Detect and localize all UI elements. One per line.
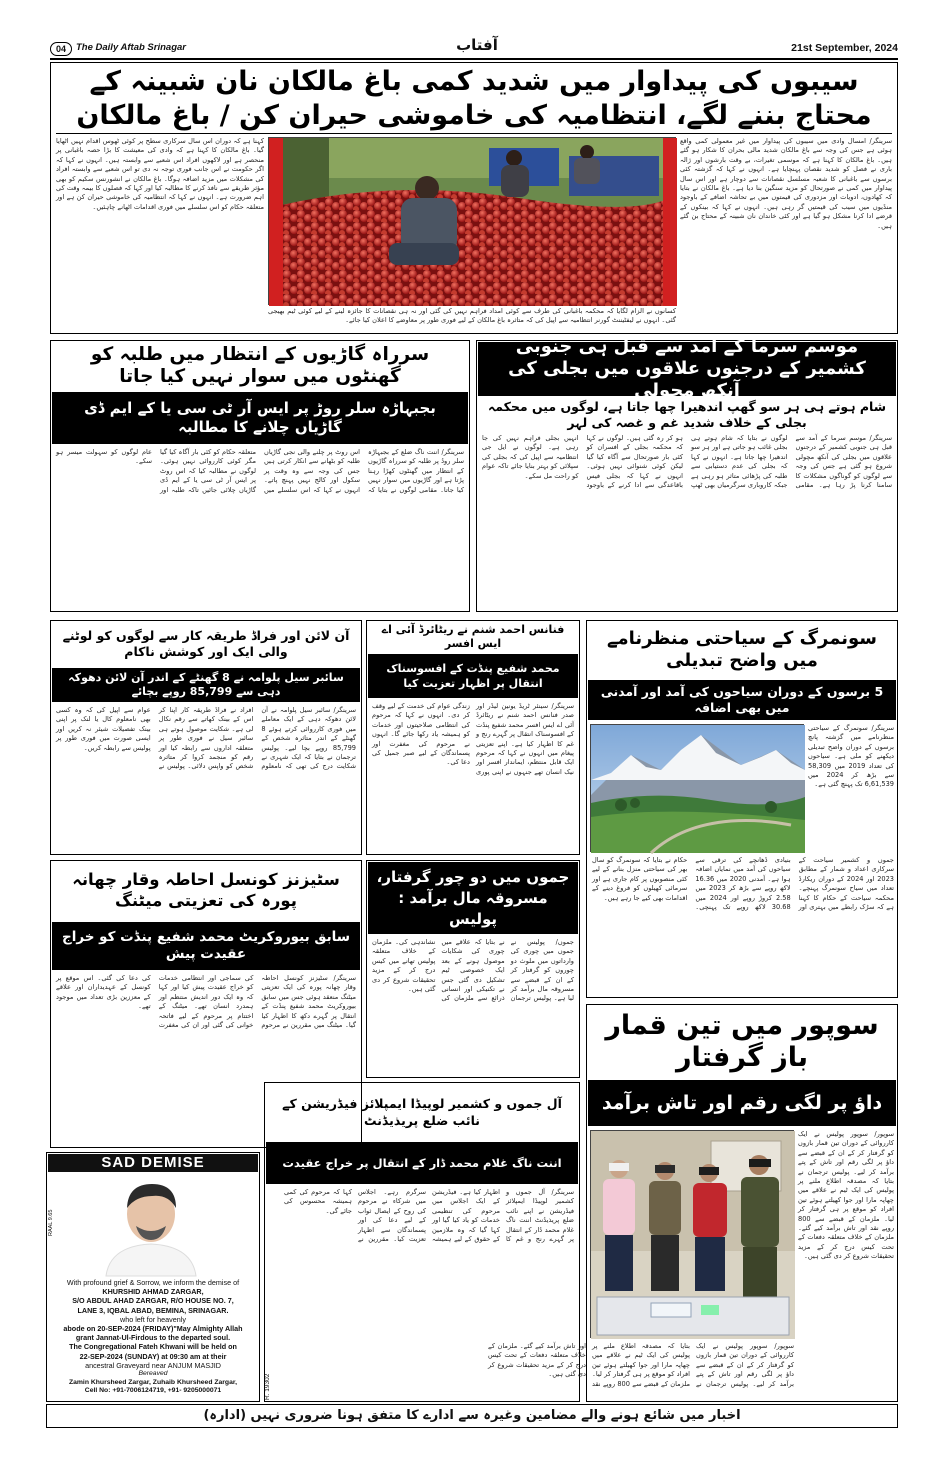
bereaved-names: Zamin Khursheed Zargar, Zuhaib Khursheed Zargar, <box>68 1378 238 1386</box>
lead-col-mid: کسانوں نے الزام لگایا کہ محکمہ باغبانی کی طرف سے کوئی امداد فراہم نہیں کی گئی اور نہ ہی نقصانات کا جائزہ لینے کے لیے کوئی ٹیم بھیجی گئی۔ انہوں نے لیفٹیننٹ گورنر انتظامیہ سے اپیل کی کہ متاثرہ باغ مالکان کے لیے فوری طور پر معاوضے کا اعلان کیا جائے۔ <box>268 307 676 325</box>
bereaved-label: Bereaved <box>138 1370 168 1377</box>
cyber-subheadline: سائبر سیل پلوامہ نے 8 گھنٹے کے اندر آن لائن دھوکہ دہی سے 85,799 روپے بچائے <box>52 668 360 702</box>
electricity-subheadline: شام ہوتے ہی ہر سو گھپ اندھیرا چھا جاتا ہے، لوگوں میں محکمہ بجلی کے خلاف شدید غم و غصہ کی لہر <box>487 399 887 430</box>
sonamarg-body-bottom: جموں و کشمیر سیاحت کے سرکاری اعداد و شمار کے مطابق 2023 اور 2024 کے دوران ریکارڈ تعداد میں سیاح سونمرگ پہنچے۔ محکمہ سیاحت کے حکام کا کہنا ہے کہ سڑک رابطے میں بہتری اور بنیادی ڈھانچے کی ترقی سے سیاحوں کی آمد میں نمایاں اضافہ ہوا ہے۔ آمدنی 2020 میں 16.36 لاکھ روپے سے بڑھ کر 2023 میں 2.58 کروڑ روپے اور 2024 میں 30.68 لاکھ روپے تک پہنچی۔ حکام نے بتایا کہ سونمرگ کو سال بھر کی سیاحتی منزل بنانے کے لیے کئی منصوبوں پر کام جاری ہے اور سرمائی کھیلوں کو فروغ دینے کے اقدامات بھی کیے جا رہے ہیں۔ <box>592 856 894 912</box>
page-date: 21st September, 2024 <box>791 42 898 54</box>
paper-name: The Daily Aftab Srinagar <box>76 42 186 53</box>
condolence-body: سرینگر/ سینئر ٹریڈ یونین لیڈر اور صدر فنانس احمد شنم نے ریٹائرڈ آئی اے ایس افسر محمد شفیع پنڈت کے افسوسناک انتقال پر گہرے رنج و غم کا اظہار کیا ہے۔ اپنے تعزیتی پیغام میں انہوں نے کہا کہ مرحوم ایک قابل منتظم، ایماندار افسر اور نیک انسان تھے جنہوں نے اپنی پوری زندگی عوام کی خدمت کے لیے وقف کر دی۔ انہوں نے کہا کہ مرحوم کی انتظامی صلاحیتوں اور خدمات کو ہمیشہ یاد رکھا جائے گا۔ انہوں نے مرحوم کی مغفرت اور پسماندگان کے لیے صبر جمیل کی دعا کی۔ <box>372 702 574 776</box>
cyber-body: سرینگر/ سائبر سیل پلوامہ نے آن لائن دھوکہ دہی کے ایک معاملے میں فوری کارروائی کرتے ہوئے 8 گھنٹے کے اندر متاثرہ شخص کے 85,799 روپے بچا لیے۔ پولیس ترجمان نے بتایا کہ ایک شہری نے شکایت درج کی تھی کہ نامعلوم افراد نے فراڈ طریقہ کار اپنا کر اس کے بینک کھاتے سے رقم نکال لی ہے۔ شکایت موصول ہوتے ہی سائبر سیل نے فوری طور پر متعلقہ اداروں سے رابطہ کیا اور رقم کو منجمد کروا کر متاثرہ شخص کو واپس دلائی۔ پولیس نے عوام سے اپیل کی کہ وہ کسی بھی نامعلوم کال یا لنک پر اپنی بینک تفصیلات شیئر نہ کریں اور ایسی صورت میں فوری طور پر پولیس سے رابطہ کریں۔ <box>56 706 356 771</box>
page-number-badge: 04 <box>50 42 72 56</box>
obituary-line: ancestral Graveyard near ANJUM MASJID <box>85 1360 221 1370</box>
thieves-body: جموں/ پولیس نے جموں میں چوری کی وارداتوں میں ملوث دو چوروں کو گرفتار کر کے ان کے قبضے سے مسروقہ مال برآمد کر لیا ہے۔ پولیس ترجمان نے بتایا کہ علاقے میں چوری کی شکایات موصول ہونے کے بعد ایک خصوصی ٹیم تشکیل دی گئی جس نے تکنیکی اور انسانی ذرائع سے ملزمان کی نشاندہی کی۔ ملزمان کے خلاف متعلقہ پولیس تھانے میں کیس درج کر کے مزید تحقیقات شروع کر دی گئی ہیں۔ <box>372 938 574 1003</box>
lead-col-left: کہنا ہے کہ دوران اس سال سرکاری سطح پر کوئی ٹھوس اقدام نہیں اٹھایا گیا۔ باغ مالکان کا کہنا ہے کہ وادی کی معیشت کا بڑا حصہ باغبانی پر منحصر ہے اور لاکھوں افراد اس شعبے سے وابستہ ہیں۔ انہوں نے کہا کہ اگر حکومت نے اس جانب فوری توجہ نہ دی تو اس شعبے سے وابستہ افراد کی مشکلات میں مزید اضافہ ہوگا۔ باغ مالکان نے انشورنس سکیم کو بھی مؤثر طریقے سے نافذ کرنے کا مطالبہ کیا اور کہا کہ فصلوں کا بیمہ وقت کی اہم ضرورت ہے۔ انہوں نے کہا کہ انتظامیہ کی خاموشی حیران کن ہے اور متعلقہ حکام کو اس سلسلے میں فوری اقدامات اٹھانے چاہئیں۔ <box>56 137 264 211</box>
lead-headline-rule <box>56 133 892 134</box>
condolence-subheadline: محمد شفیع پنڈت کے افسوسناک انتقال پر اظہار تعزیت کیا <box>368 654 578 698</box>
obituary-line: With profound grief & Sorrow, we inform the demise of <box>66 1278 240 1287</box>
students-body: سرینگر/ اننت ناگ ضلع کے بجبہاڑہ سلر روڈ پر طلبہ کو سرراہ گاڑیوں کے انتظار میں گھنٹوں کھڑا رہنا پڑتا ہے اور گاڑیوں میں سوار نہیں کیا جاتا۔ مقامی لوگوں نے بتایا کہ اس روٹ پر چلنے والی نجی گاڑیاں طلبہ کو بٹھانے سے انکار کرتی ہیں جس کی وجہ سے وہ وقت پر سکول اور کالج نہیں پہنچ پاتے۔ انہوں نے کہا کہ اس سلسلے میں متعلقہ حکام کو کئی بار آگاہ کیا گیا مگر کوئی کارروائی نہیں ہوئی۔ لوگوں نے مطالبہ کیا کہ اس روٹ پر ایس آر ٹی سی یا کے ایم ڈی گاڑیاں چلائی جائیں تاکہ طلبہ اور عام لوگوں کو سہولت میسر ہو سکے۔ <box>56 448 464 494</box>
gamblers-headline: سوپور میں تین قمار باز گرفتار <box>605 1010 879 1073</box>
sonamarg-body-top: سرینگر/ سونمرگ کے سیاحتی منظرنامے میں گزشتہ پانچ برسوں کے دوران واضح تبدیلی دیکھنے کو ملی ہے۔ سیاحوں کی تعداد 2019 میں 58,309 سے بڑھ کر 2024 میں 6,61,539 تک پہنچ گئی ہے۔ <box>808 724 895 789</box>
gamblers-body-side: سوپور/ سوپور پولیس نے ایک کارروائی کے دوران تین قمار بازوں کو گرفتار کر کے ان کے قبضے سے داؤ پر لگی رقم اور تاش کے پتے برآمد کر لیے۔ پولیس ترجمان نے بتایا کہ مصدقہ اطلاع ملنے پر پولیس کی ایک ٹیم نے علاقے میں چھاپہ مارا اور جوا کھیلتے ہوئے تین افراد کو موقع پر ہی گرفتار کر لیا۔ ملزمان کے قبضے سے 800 روپے نقد اور تاش برآمد کیے گئے۔ ملزمان کے خلاف متعلقہ دفعات کے تحت کیس درج کر کے مزید تحقیقات شروع کر دی گئی ہیں۔ <box>798 1130 894 1261</box>
council-subheadline: سابق بیوروکریٹ محمد شفیع پنڈت کو خراج عقیدت پیش <box>52 922 360 970</box>
council-headline: سٹیزنز کونسل احاطہ وقار چھانہ پورہ کی تعزیتی میٹنگ <box>72 870 340 910</box>
obituary-portrait <box>96 1174 206 1276</box>
electricity-body: سرینگر/ موسم سرما کے آمد سے قبل ہی جنوبی کشمیر کے درجنوں علاقوں میں بجلی کی آنکھ مچولی شروع ہو گئی ہے جس کی وجہ سے لوگوں کو گوناگوں مشکلات کا سامنا کرنا پڑ رہا ہے۔ مقامی لوگوں نے بتایا کہ شام ہوتے ہی بجلی غائب ہو جاتی ہے اور ہر سو اندھیرا چھا جاتا ہے۔ انہوں نے کہا کہ بجلی کی عدم دستیابی سے طلبہ کی پڑھائی متاثر ہو رہی ہے جبکہ کاروباری سرگرمیاں بھی ٹھپ ہو کر رہ گئی ہیں۔ لوگوں نے کہا کہ محکمہ بجلی کے افسران کو کئی بار صورتحال سے آگاہ کیا گیا لیکن کوئی شنوائی نہیں ہوئی۔ انہوں نے کہا کہ بجلی فیس باقاعدگی سے ادا کرنے کے باوجود انہیں بجلی فراہم نہیں کی جا رہی ہے۔ لوگوں نے ایل جی انتظامیہ سے اپیل کی کہ بجلی کی سپلائی کو بہتر بنایا جائے تاکہ عوام کو راحت مل سکے۔ <box>482 434 892 490</box>
students-headline: سرراہ گاڑیوں کے انتظار میں طلبہ کو گھنٹوں میں سوار نہیں کیا جاتا <box>90 344 430 387</box>
obituary-line: abode on 20-SEP-2024 (FRIDAY)"May Almighty Allah <box>63 1324 243 1334</box>
gamblers-body-bottom: سوپور/ سوپور پولیس نے ایک کارروائی کے دوران تین قمار بازوں کو گرفتار کر کے ان کے قبضے سے داؤ پر لگی رقم اور تاش کے پتے برآمد کر لیے۔ پولیس ترجمان نے بتایا کہ مصدقہ اطلاع ملنے پر پولیس کی ایک ٹیم نے علاقے میں چھاپہ مارا اور جوا کھیلتے ہوئے تین افراد کو موقع پر ہی گرفتار کر لیا۔ ملزمان کے قبضے سے 800 روپے نقد اور تاش برآمد کیے گئے۔ ملزمان کے خلاف متعلقہ دفعات کے تحت کیس درج کر کے مزید تحقیقات شروع کر دی گئی ہیں۔ <box>488 1342 794 1388</box>
obituary-side-code: RAAL 9.65 <box>48 1209 54 1236</box>
council-body: سرینگر/ سٹیزنز کونسل احاطہ وقار چھانہ پورہ کی ایک تعزیتی میٹنگ منعقد ہوئی جس میں سابق بیوروکریٹ محمد شفیع پنڈت کے انتقال پر گہرے دکھ کا اظہار کیا گیا۔ میٹنگ میں مقررین نے مرحوم کی سماجی اور انتظامی خدمات کو خراج عقیدت پیش کیا اور کہا کہ وہ ایک دور اندیش منتظم اور ہمدرد انسان تھے۔ میٹنگ کے اختتام پر مرحوم کے لیے فاتحہ خوانی کی گئی اور ان کی مغفرت کی دعا کی گئی۔ اس موقع پر کونسل کے عہدیداران اور علاقے کے معززین بڑی تعداد میں موجود تھے۔ <box>56 974 356 1030</box>
thieves-headline: جموں میں دو چور گرفتار، مسروقہ مال برآمد : پولیس <box>368 862 578 934</box>
gamblers-arrest-photo <box>590 1130 794 1338</box>
obituary-line: 22-SEP-2024 (SUNDAY) at 09:30 am at their <box>79 1351 227 1361</box>
obituary-title: SAD DEMISE <box>48 1154 258 1172</box>
federation-headline: آل جموں و کشمیر لوپیڈا ایمپلائز فیڈریشن کے نائب ضلع پریذیڈنٹ <box>282 1096 562 1128</box>
federation-subheadline: اننت ناگ غلام محمد ڈار کے انتقال پر خراج عقیدت <box>266 1142 578 1184</box>
obituary-text <box>50 1278 256 1370</box>
lead-col-right: سرینگر/ امسال وادی میں سیبوں کی پیداوار میں غیر معمولی کمی واقع ہوئی ہے جس کی وجہ سے باغ مالکان شدید مالی بحران کا شکار ہو گئے ہیں۔ باغ مالکان کا کہنا ہے کہ موسمی تغیرات، بے وقت بارشوں اور ژالہ باری نے فصل کو شدید نقصان پہنچایا ہے۔ انہوں نے کہا کہ گزشتہ کئی برسوں سے باغبانی کا شعبہ مسلسل نقصانات سے دوچار ہے اور اس سال پیداوار میں کمی نے صورتحال کو مزید سنگین بنا دیا ہے۔ باغ مالکان نے بتایا کہ کھادوں، ادویات اور مزدوری کی قیمتوں میں بے تحاشہ اضافے کے باوجود منڈیوں میں سیب کی قیمتیں گر رہی ہیں۔ انہوں نے کہا کہ بینکوں کے قرضے ادا کرنا مشکل ہو گیا ہے اور کئی خاندان نان شبینہ کے محتاج بن گئے ہیں۔ <box>680 137 892 230</box>
gamblers-subheadline: داؤ پر لگی رقم اور تاش برآمد <box>588 1080 896 1126</box>
sonamarg-mountain-photo <box>590 724 804 852</box>
students-subheadline: بجبہاڑہ سلر روڑ پر ایس آر ٹی سی یا کے ایم ڈی گاڑیاں چلانے کا مطالبہ <box>52 392 468 444</box>
obituary-line: who left for heavenly <box>120 1314 186 1324</box>
electricity-headline: موسم سرما کے آمد سے قبل ہی جنوبی کشمیر کے درجنوں علاقوں میں بجلی کی آنکھ مچولی <box>478 342 896 396</box>
cyber-headline: آن لائن اور فراڈ طریقہ کار سے لوگوں کو لوٹنے والی ایک اور کوشش ناکام <box>62 628 350 659</box>
registration-number: R. 19302 <box>264 1373 271 1400</box>
bereaved-contacts: Cell No: +91-7006124719, +91- 9205000071 <box>84 1387 222 1395</box>
header-rule <box>50 58 898 60</box>
obituary-line: S/O ABDUL AHAD ZARGAR, R/O HOUSE NO. 7, <box>72 1296 234 1306</box>
obituary-line: grant Jannat-Ul-Firdous to the departed soul. <box>75 1333 231 1343</box>
footer-disclaimer: اخبار میں شائع ہونے والے مضامین وغیرہ سے ادارے کا متفق ہونا ضروری نہیں (ادارہ) <box>203 1408 741 1423</box>
obituary-line: The Congregational Fateh Khwani will be held on <box>69 1342 237 1352</box>
obituary-line: LANE 3, IQBAL ABAD, BEMINA, SRINAGAR. <box>77 1305 229 1315</box>
obituary-line: KHURSHID AHMAD ZARGAR, <box>102 1287 204 1297</box>
lead-headline: سیبوں کی پیداوار میں شدید کمی باغ مالکان نان شبینہ کے محتاج بننے لگے، انتظامیہ کی خاموشی حیران کن / باغ مالکان <box>76 66 872 131</box>
federation-body: سرینگر/ آل جموں و کشمیر لوپیڈا ایمپلائز فیڈریشن نے اپنے نائب ضلع پریذیڈنٹ اننت ناگ غلام محمد ڈار کے انتقال پر گہرے رنج و غم کا اظہار کیا ہے۔ فیڈریشن کے ایک اجلاس میں مرحوم کی تنظیمی خدمات کو یاد کیا گیا اور کہا گیا کہ وہ ملازمین کے حقوق کے لیے ہمیشہ سرگرم رہے۔ اجلاس میں شرکاء نے مرحوم کی روح کے ایصال ثواب کے لیے دعا کی اور پسماندگان سے اظہار تعزیت کیا۔ مقررین نے کہا کہ مرحوم کی کمی ہمیشہ محسوس کی جائے گی۔ <box>284 1188 574 1244</box>
apple-harvest-photo <box>268 137 676 305</box>
condolence-headline: فنانس احمد شنم نے ریٹائرڈ آئی اے ایس افسر <box>381 623 565 650</box>
sonamarg-subheadline: 5 برسوں کے دوران سیاحوں کی آمد اور آمدنی میں بھی اضافہ <box>588 680 896 720</box>
obituary-bereaved <box>50 1370 256 1400</box>
sonamarg-headline: سونمرگ کے سیاحتی منظرنامے میں واضح تبدیلی <box>606 628 878 671</box>
masthead-logo: آفتاب <box>456 36 498 54</box>
page-header <box>50 36 898 58</box>
